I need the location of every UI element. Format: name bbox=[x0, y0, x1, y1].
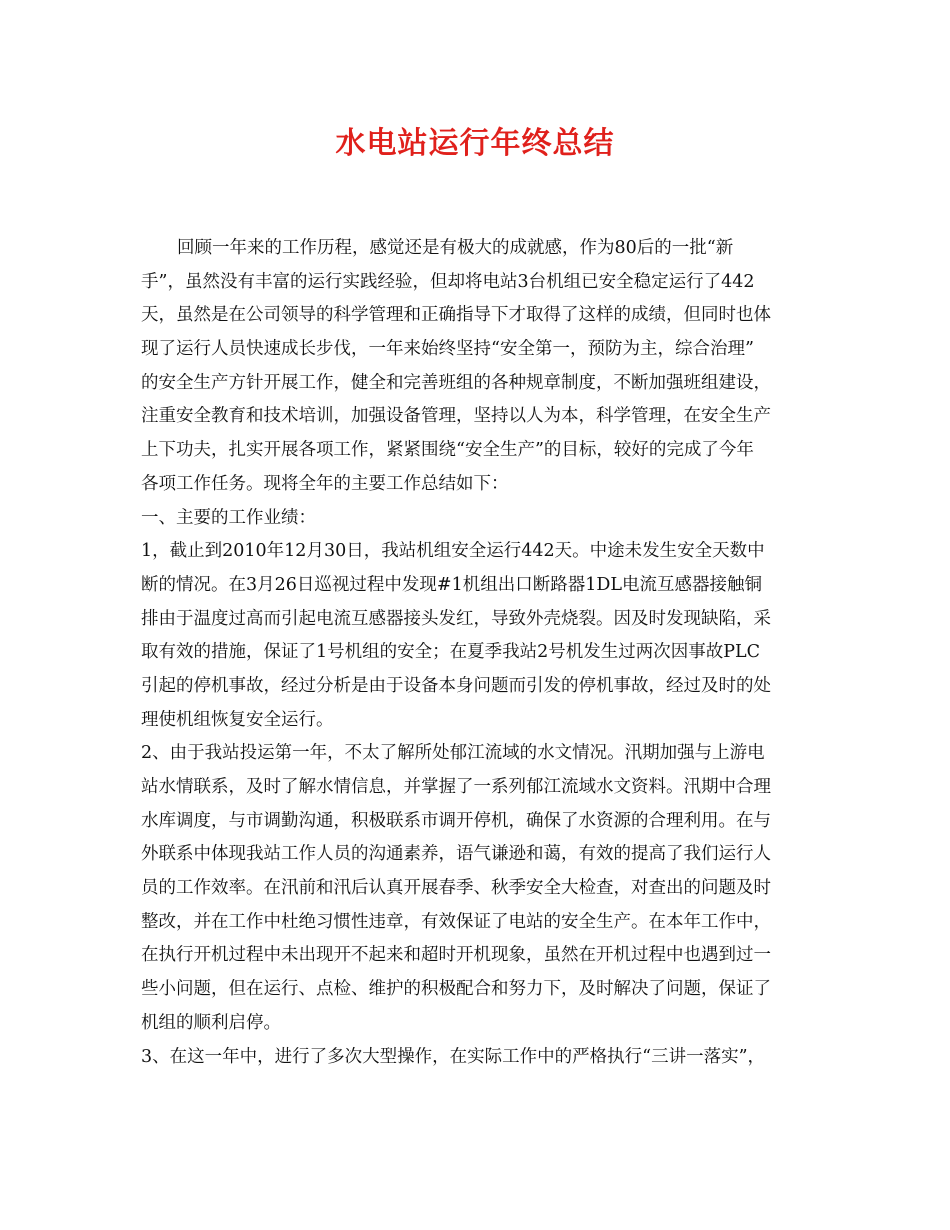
text-line: 的安全生产方针开展工作，健全和完善班组的各种规章制度，不断加强班组建设， bbox=[141, 372, 771, 393]
text-line: 3、在这一年中，进行了多次大型操作，在实际工作中的严格执行“三讲一落实”， bbox=[141, 1046, 766, 1067]
text-line: 理使机组恢复安全运行。 bbox=[141, 709, 334, 730]
text-line: 在执行开机过程中未出现开不起来和超时开机现象，虽然在开机过程中也遇到过一 bbox=[141, 945, 771, 966]
text-line: 取有效的措施，保证了1号机组的安全；在夏季我站2号机发生过两次因事故PLC bbox=[141, 642, 761, 663]
text-line: 注重安全教育和技术培训，加强设备管理，坚持以人为本，科学管理，在安全生产 bbox=[141, 406, 771, 427]
text-line: 1，截止到2010年12月30日，我站机组安全运行442天。中途未发生安全天数中 bbox=[141, 541, 765, 562]
text-line: 回顾一年来的工作历程，感觉还是有极大的成就感，作为80后的一批“新 bbox=[177, 238, 734, 258]
text-line: 手”，虽然没有丰富的运行实践经验，但却将电站3台机组已安全稳定运行了442 bbox=[141, 271, 755, 292]
text-line: 引起的停机事故，经过分析是由于设备本身问题而引发的停机事故，经过及时的处 bbox=[141, 675, 771, 696]
text-line: 上下功夫，扎实开展各项工作，紧紧围绕“安全生产”的目标，较好的完成了今年 bbox=[141, 440, 754, 461]
text-line: 机组的顺利启停。 bbox=[141, 1012, 281, 1033]
document-title: 水电站运行年终总结 bbox=[335, 126, 615, 161]
text-line: 2、由于我站投运第一年，不太了解所处郁江流域的水文情况。汛期加强与上游电 bbox=[141, 743, 765, 764]
text-line: 现了运行人员快速成长步伐，一年来始终坚持“安全第一，预防为主，综合治理” bbox=[141, 339, 754, 360]
text-line: 排由于温度过高而引起电流互感器接头发红，导致外壳烧裂。因及时发现缺陷，采 bbox=[141, 608, 771, 629]
text-line: 外联系中体现我站工作人员的沟通素养，语气谦逊和蔼，有效的提高了我们运行人 bbox=[141, 844, 771, 865]
text-line: 整改，并在工作中杜绝习惯性违章，有效保证了电站的安全生产。在本年工作中， bbox=[141, 911, 771, 932]
text-line: 员的工作效率。在汛前和汛后认真开展春季、秋季安全大检查，对查出的问题及时 bbox=[141, 878, 771, 899]
text-line: 水库调度，与市调勤沟通，积极联系市调开停机，确保了水资源的合理利用。在与 bbox=[141, 810, 771, 831]
text-line: 一、主要的工作业绩： bbox=[141, 507, 316, 528]
document-body bbox=[141, 232, 811, 1074]
text-line: 些小问题，但在运行、点检、维护的积极配合和努力下，及时解决了问题，保证了 bbox=[141, 979, 771, 1000]
text-line: 站水情联系，及时了解水情信息，并掌握了一系列郁江流域水文资料。汛期中合理 bbox=[141, 777, 771, 797]
text-line: 断的情况。在3月26日巡视过程中发现#1机组出口断路器1DL电流互感器接触铜 bbox=[141, 574, 762, 595]
text-line: 天，虽然是在公司领导的科学管理和正确指导下才取得了这样的成绩，但同时也体 bbox=[141, 305, 771, 326]
text-line: 各项工作任务。现将全年的主要工作总结如下： bbox=[141, 473, 509, 494]
